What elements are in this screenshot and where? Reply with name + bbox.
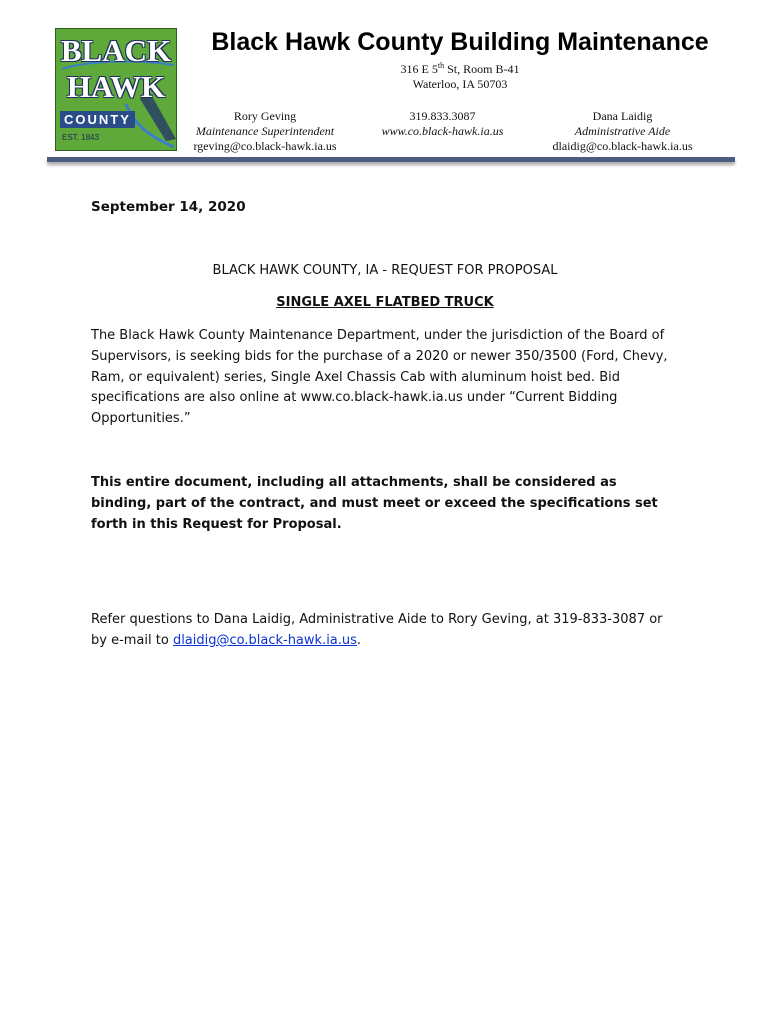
aide-contact [545, 109, 700, 154]
intro-paragraph: The Black Hawk County Maintenance Department, under the jurisdiction of the Board of Supervisors, is seeking bids for the purchase of a 2020 or newer 350/3500 (Ford, Chevy, Ram, or equivalent) series, Single Axel Chassis Cab with aluminum hoist bed. Bid specifications are also online at www.co.black-hawk.ia.us under “Current Bidding Opportunities.” [91, 328, 668, 427]
county-logo [55, 28, 177, 151]
county-website: www.co.black-hawk.ia.us [381, 124, 504, 138]
logo-word-hawk: HAWK [66, 69, 166, 104]
document-date: September 14, 2020 [91, 199, 246, 215]
contact-email-link[interactable]: dlaidig@co.black-hawk.ia.us [172, 632, 357, 648]
office-contact [370, 109, 515, 139]
office-phone: 319.833.3087 [409, 109, 476, 123]
address-street-rest: St, Room B-41 [444, 62, 520, 76]
address-street-number: 316 E 5 [400, 62, 438, 76]
questions-paragraph [91, 610, 681, 652]
logo-established: EST. 1843 [62, 133, 99, 142]
rfp-heading: BLACK HAWK COUNTY, IA - REQUEST FOR PROPOSAL [212, 263, 558, 278]
letterhead-title: Black Hawk County Building Maintenance [211, 28, 709, 56]
address-ordinal: th [437, 61, 445, 70]
superintendent-role: Maintenance Superintendent [195, 124, 335, 138]
questions-end: . [356, 632, 362, 648]
logo-word-black: BLACK [60, 33, 172, 68]
aide-role: Administrative Aide [574, 124, 671, 138]
letterhead-divider [47, 157, 735, 162]
questions-text: Refer questions to Dana Laidig, Administrative Aide to Rory Geving, at 319-833-3087 or by e-mail to [91, 612, 663, 648]
superintendent-contact [190, 109, 340, 154]
logo-word-county: COUNTY [60, 111, 135, 128]
superintendent-email: rgeving@co.black-hawk.ia.us [193, 139, 337, 153]
aide-name: Dana Laidig [592, 109, 653, 123]
address-line-2: Waterloo, IA 50703 [412, 77, 508, 91]
rfp-subject: SINGLE AXEL FLATBED TRUCK [276, 295, 494, 310]
superintendent-name: Rory Geving [233, 109, 297, 123]
aide-email: dlaidig@co.black-hawk.ia.us [552, 139, 693, 153]
address-line-1 [190, 61, 730, 77]
binding-notice-paragraph: This entire document, including all attachments, shall be considered as binding, part of the contract, and must meet or exceed the specifications set forth in this Request for Proposal. [91, 475, 658, 532]
